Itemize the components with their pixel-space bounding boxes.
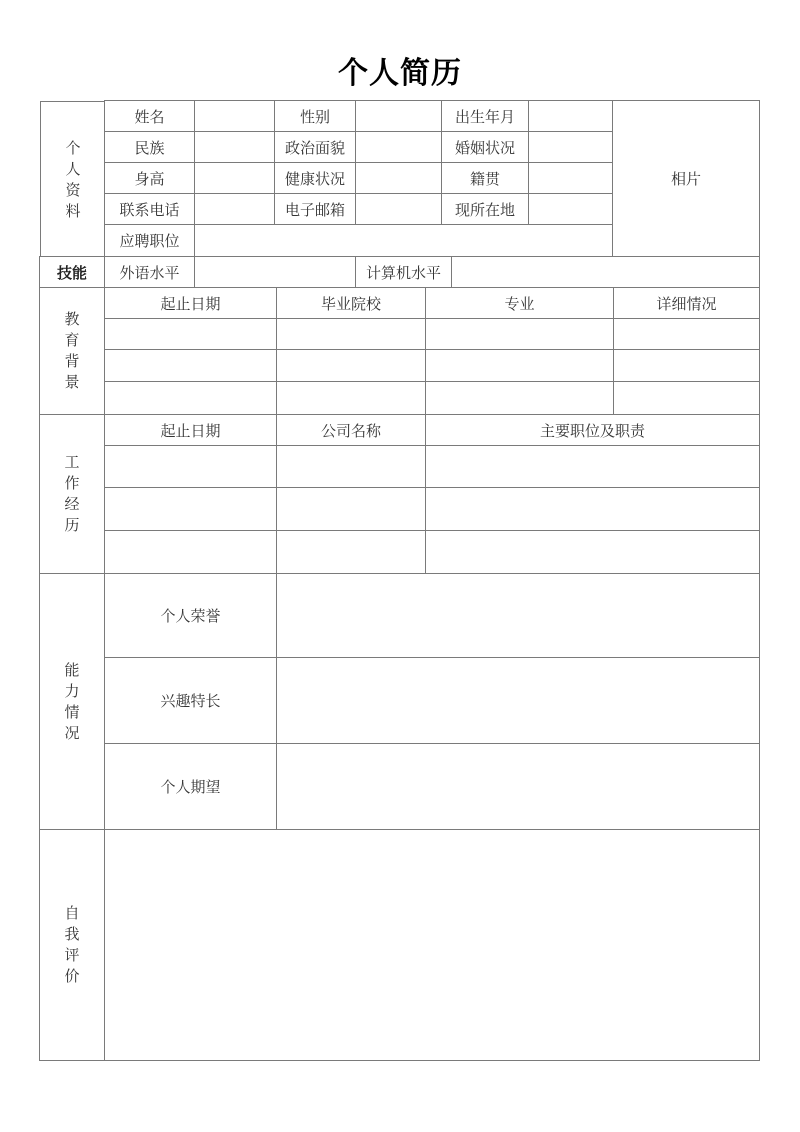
label-foreign-language: 外语水平: [104, 256, 195, 288]
edu-header-school: 毕业院校: [276, 287, 426, 319]
label-current-location: 现所在地: [441, 193, 529, 225]
birth-date-field[interactable]: [528, 100, 613, 132]
work-row-2-duties[interactable]: [425, 487, 760, 531]
health-status-field[interactable]: [355, 162, 442, 194]
label-computer-skill: 计算机水平: [355, 256, 452, 288]
foreign-language-field[interactable]: [194, 256, 356, 288]
marital-status-field[interactable]: [528, 131, 613, 163]
label-applied-position: 应聘职位: [104, 224, 195, 257]
section-label-char: 评: [64, 946, 80, 964]
section-label-char: 工: [64, 453, 80, 471]
work-row-2-dates[interactable]: [104, 487, 277, 531]
label-ethnicity: 民族: [104, 131, 195, 163]
section-label-ability: [39, 573, 105, 830]
work-row-3-dates[interactable]: [104, 530, 277, 574]
section-label-char: 育: [64, 331, 80, 349]
label-name: 姓名: [104, 100, 195, 132]
edu-row-2-details[interactable]: [613, 349, 760, 382]
applied-position-field[interactable]: [194, 224, 613, 257]
section-label-char: 教: [64, 310, 80, 328]
edu-row-2-dates[interactable]: [104, 349, 277, 382]
edu-row-3-major[interactable]: [425, 381, 614, 415]
name-field[interactable]: [194, 100, 275, 132]
section-label-char: 力: [64, 681, 80, 700]
edu-row-3-school[interactable]: [276, 381, 426, 415]
edu-row-1-dates[interactable]: [104, 318, 277, 350]
edu-row-1-details[interactable]: [613, 318, 760, 350]
work-row-3-duties[interactable]: [425, 530, 760, 574]
phone-field[interactable]: [194, 193, 275, 225]
label-phone: 联系电话: [104, 193, 195, 225]
current-location-field[interactable]: [528, 193, 613, 225]
section-label-char: 背: [64, 352, 80, 370]
label-health-status: 健康状况: [274, 162, 356, 194]
computer-skill-field[interactable]: [451, 256, 760, 288]
section-label-char: 个: [65, 138, 81, 157]
section-label-char: 我: [64, 925, 80, 943]
section-label-char: 情: [64, 702, 80, 721]
section-label-char: 作: [64, 474, 80, 492]
work-header-dates: 起止日期: [104, 414, 277, 446]
section-label-char: 历: [64, 516, 80, 534]
edu-header-major: 专业: [425, 287, 614, 319]
edu-header-details: 详细情况: [613, 287, 760, 319]
photo-placeholder[interactable]: 相片: [612, 100, 760, 257]
section-label-char: 景: [64, 373, 80, 391]
label-gender: 性别: [274, 100, 356, 132]
expectations-field[interactable]: [276, 743, 760, 830]
work-header-duties: 主要职位及职责: [425, 414, 760, 446]
section-label-personal: [40, 101, 106, 258]
work-row-1-duties[interactable]: [425, 445, 760, 488]
label-honors: 个人荣誉: [104, 573, 277, 658]
self-eval-field[interactable]: [104, 829, 760, 1061]
gender-field[interactable]: [355, 100, 442, 132]
edu-row-1-school[interactable]: [276, 318, 426, 350]
honors-field[interactable]: [276, 573, 760, 658]
section-label-char: 况: [64, 723, 80, 742]
work-row-2-company[interactable]: [276, 487, 426, 531]
section-label-self-eval: [39, 829, 105, 1061]
edu-row-2-school[interactable]: [276, 349, 426, 382]
edu-row-3-dates[interactable]: [104, 381, 277, 415]
edu-header-dates: 起止日期: [104, 287, 277, 319]
section-label-char: 经: [64, 495, 80, 513]
section-label-char: 能: [64, 660, 80, 679]
work-row-1-company[interactable]: [276, 445, 426, 488]
edu-row-2-major[interactable]: [425, 349, 614, 382]
label-email: 电子邮箱: [274, 193, 356, 225]
section-label-work: [39, 414, 105, 574]
political-status-field[interactable]: [355, 131, 442, 163]
height-field[interactable]: [194, 162, 275, 194]
label-native-place: 籍贯: [441, 162, 529, 194]
email-field[interactable]: [355, 193, 442, 225]
section-label-skills: 技能: [39, 256, 105, 288]
edu-row-1-major[interactable]: [425, 318, 614, 350]
label-height: 身高: [104, 162, 195, 194]
edu-row-3-details[interactable]: [613, 381, 760, 415]
work-header-company: 公司名称: [276, 414, 426, 446]
work-row-3-company[interactable]: [276, 530, 426, 574]
section-label-char: 料: [65, 201, 81, 220]
label-marital-status: 婚姻状况: [441, 131, 529, 163]
native-place-field[interactable]: [528, 162, 613, 194]
label-expectations: 个人期望: [104, 743, 277, 830]
section-label-char: 资: [65, 180, 81, 199]
ethnicity-field[interactable]: [194, 131, 275, 163]
label-political-status: 政治面貌: [274, 131, 356, 163]
section-label-char: 自: [64, 904, 80, 922]
hobbies-field[interactable]: [276, 657, 760, 744]
section-label-char: 人: [65, 159, 81, 178]
page-title: 个人简历: [338, 56, 462, 91]
section-label-education: [39, 287, 105, 415]
label-hobbies: 兴趣特长: [104, 657, 277, 744]
section-label-char: 价: [64, 967, 80, 985]
work-row-1-dates[interactable]: [104, 445, 277, 488]
label-birth-date: 出生年月: [441, 100, 529, 132]
